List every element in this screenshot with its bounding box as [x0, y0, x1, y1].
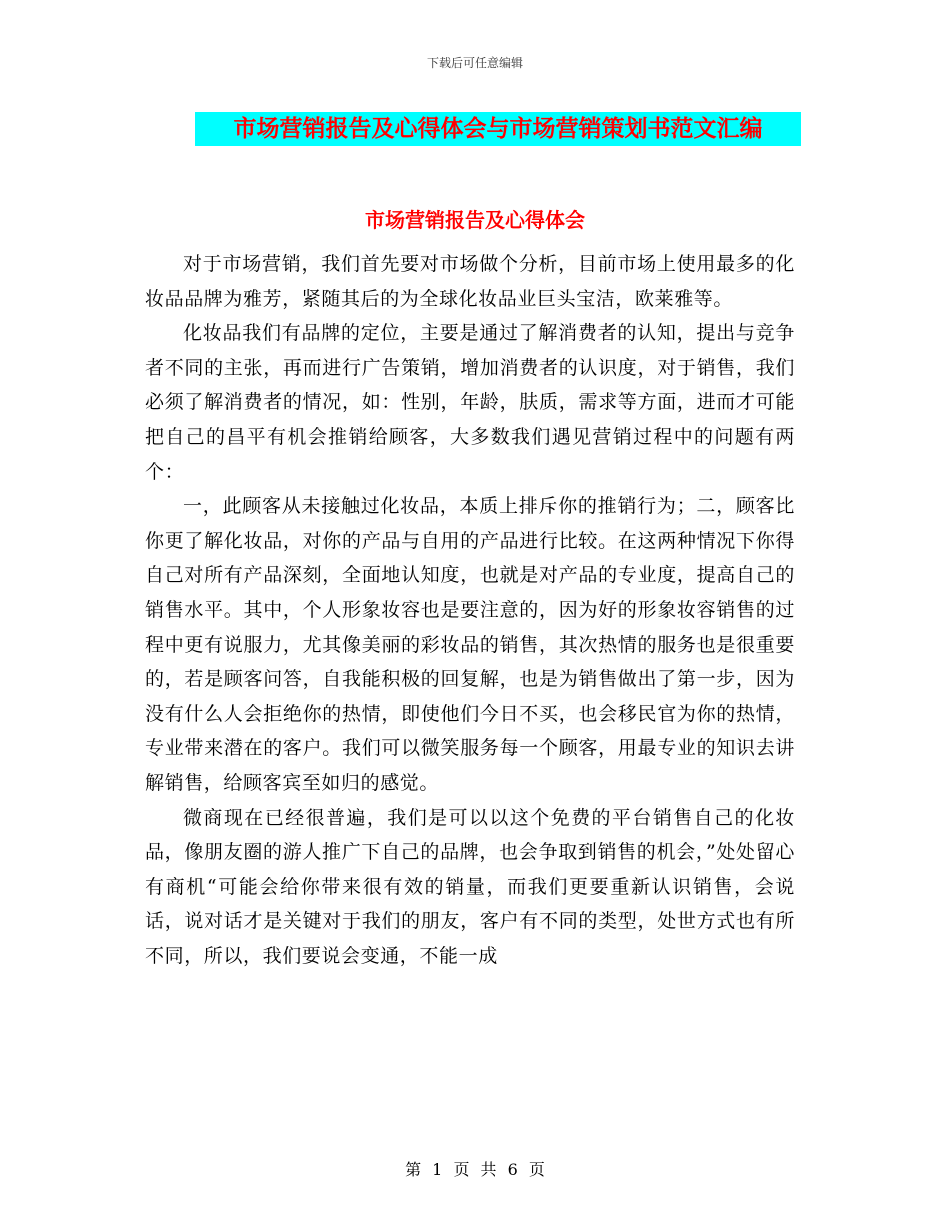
document-body — [145, 247, 795, 973]
paragraph: 一，此顾客从未接触过化妆品，本质上排斥你的推销行为；二，顾客比你更了解化妆品，对你的产品与自用的产品进行比较。在这两种情况下你得自己对所有产品深刻，全面地认知度，也就是对产品的专业度，提高自己的销售水平。其中，个人形象妆容也是要注意的，因为好的形象妆容销售的过程中更有说服力，尤其像美丽的彩妆品的销售，其次热情的服务也是很重要的，若是顾客问答，自我能积极的回复解，也是为销售做出了第一步，因为没有什么人会拒绝你的热情，即使他们今日不买，也会移民官为你的热情，专业带来潜在的客户。我们可以微笑服务每一个顾客，用最专业的知识去讲解销售，给顾客宾至如归的感觉。 — [145, 495, 795, 794]
paragraph: 对于市场营销，我们首先要对市场做个分析，目前市场上使用最多的化妆品品牌为雅芳，紧随其后的为全球化妆品业巨头宝洁，欧莱雅等。 — [145, 253, 795, 310]
paragraph: 化妆品我们有品牌的定位，主要是通过了解消费者的认知，提出与竞争者不同的主张，再而进行广告策销，增加消费者的认识度，对于销售，我们必须了解消费者的情况，如：性别，年龄，肤质，需求等方面，进而才可能把自己的昌平有机会推销给顾客，大多数我们遇见营销过程中的问题有两个： — [145, 322, 795, 483]
document-main-title: 市场营销报告及心得体会与市场营销策划书范文汇编 — [195, 112, 801, 146]
section-title: 市场营销报告及心得体会 — [365, 208, 585, 232]
page-footer: 第 1 页 共 6 页 — [405, 1160, 545, 1179]
header-note: 下载后可任意编辑 — [426, 56, 523, 70]
paragraph: 微商现在已经很普遍，我们是可以以这个免费的平台销售自己的化妆品，像朋友圈的游人推广下自己的品牌，也会争取到销售的机会，”处处留心有商机“可能会给你带来很有效的销量，而我们更要重新认识销售，会说话，说对话才是关键对于我们的朋友，客户有不同的类型，处世方式也有所不同，所以，我们要说会变通，不能一成 — [145, 806, 795, 967]
